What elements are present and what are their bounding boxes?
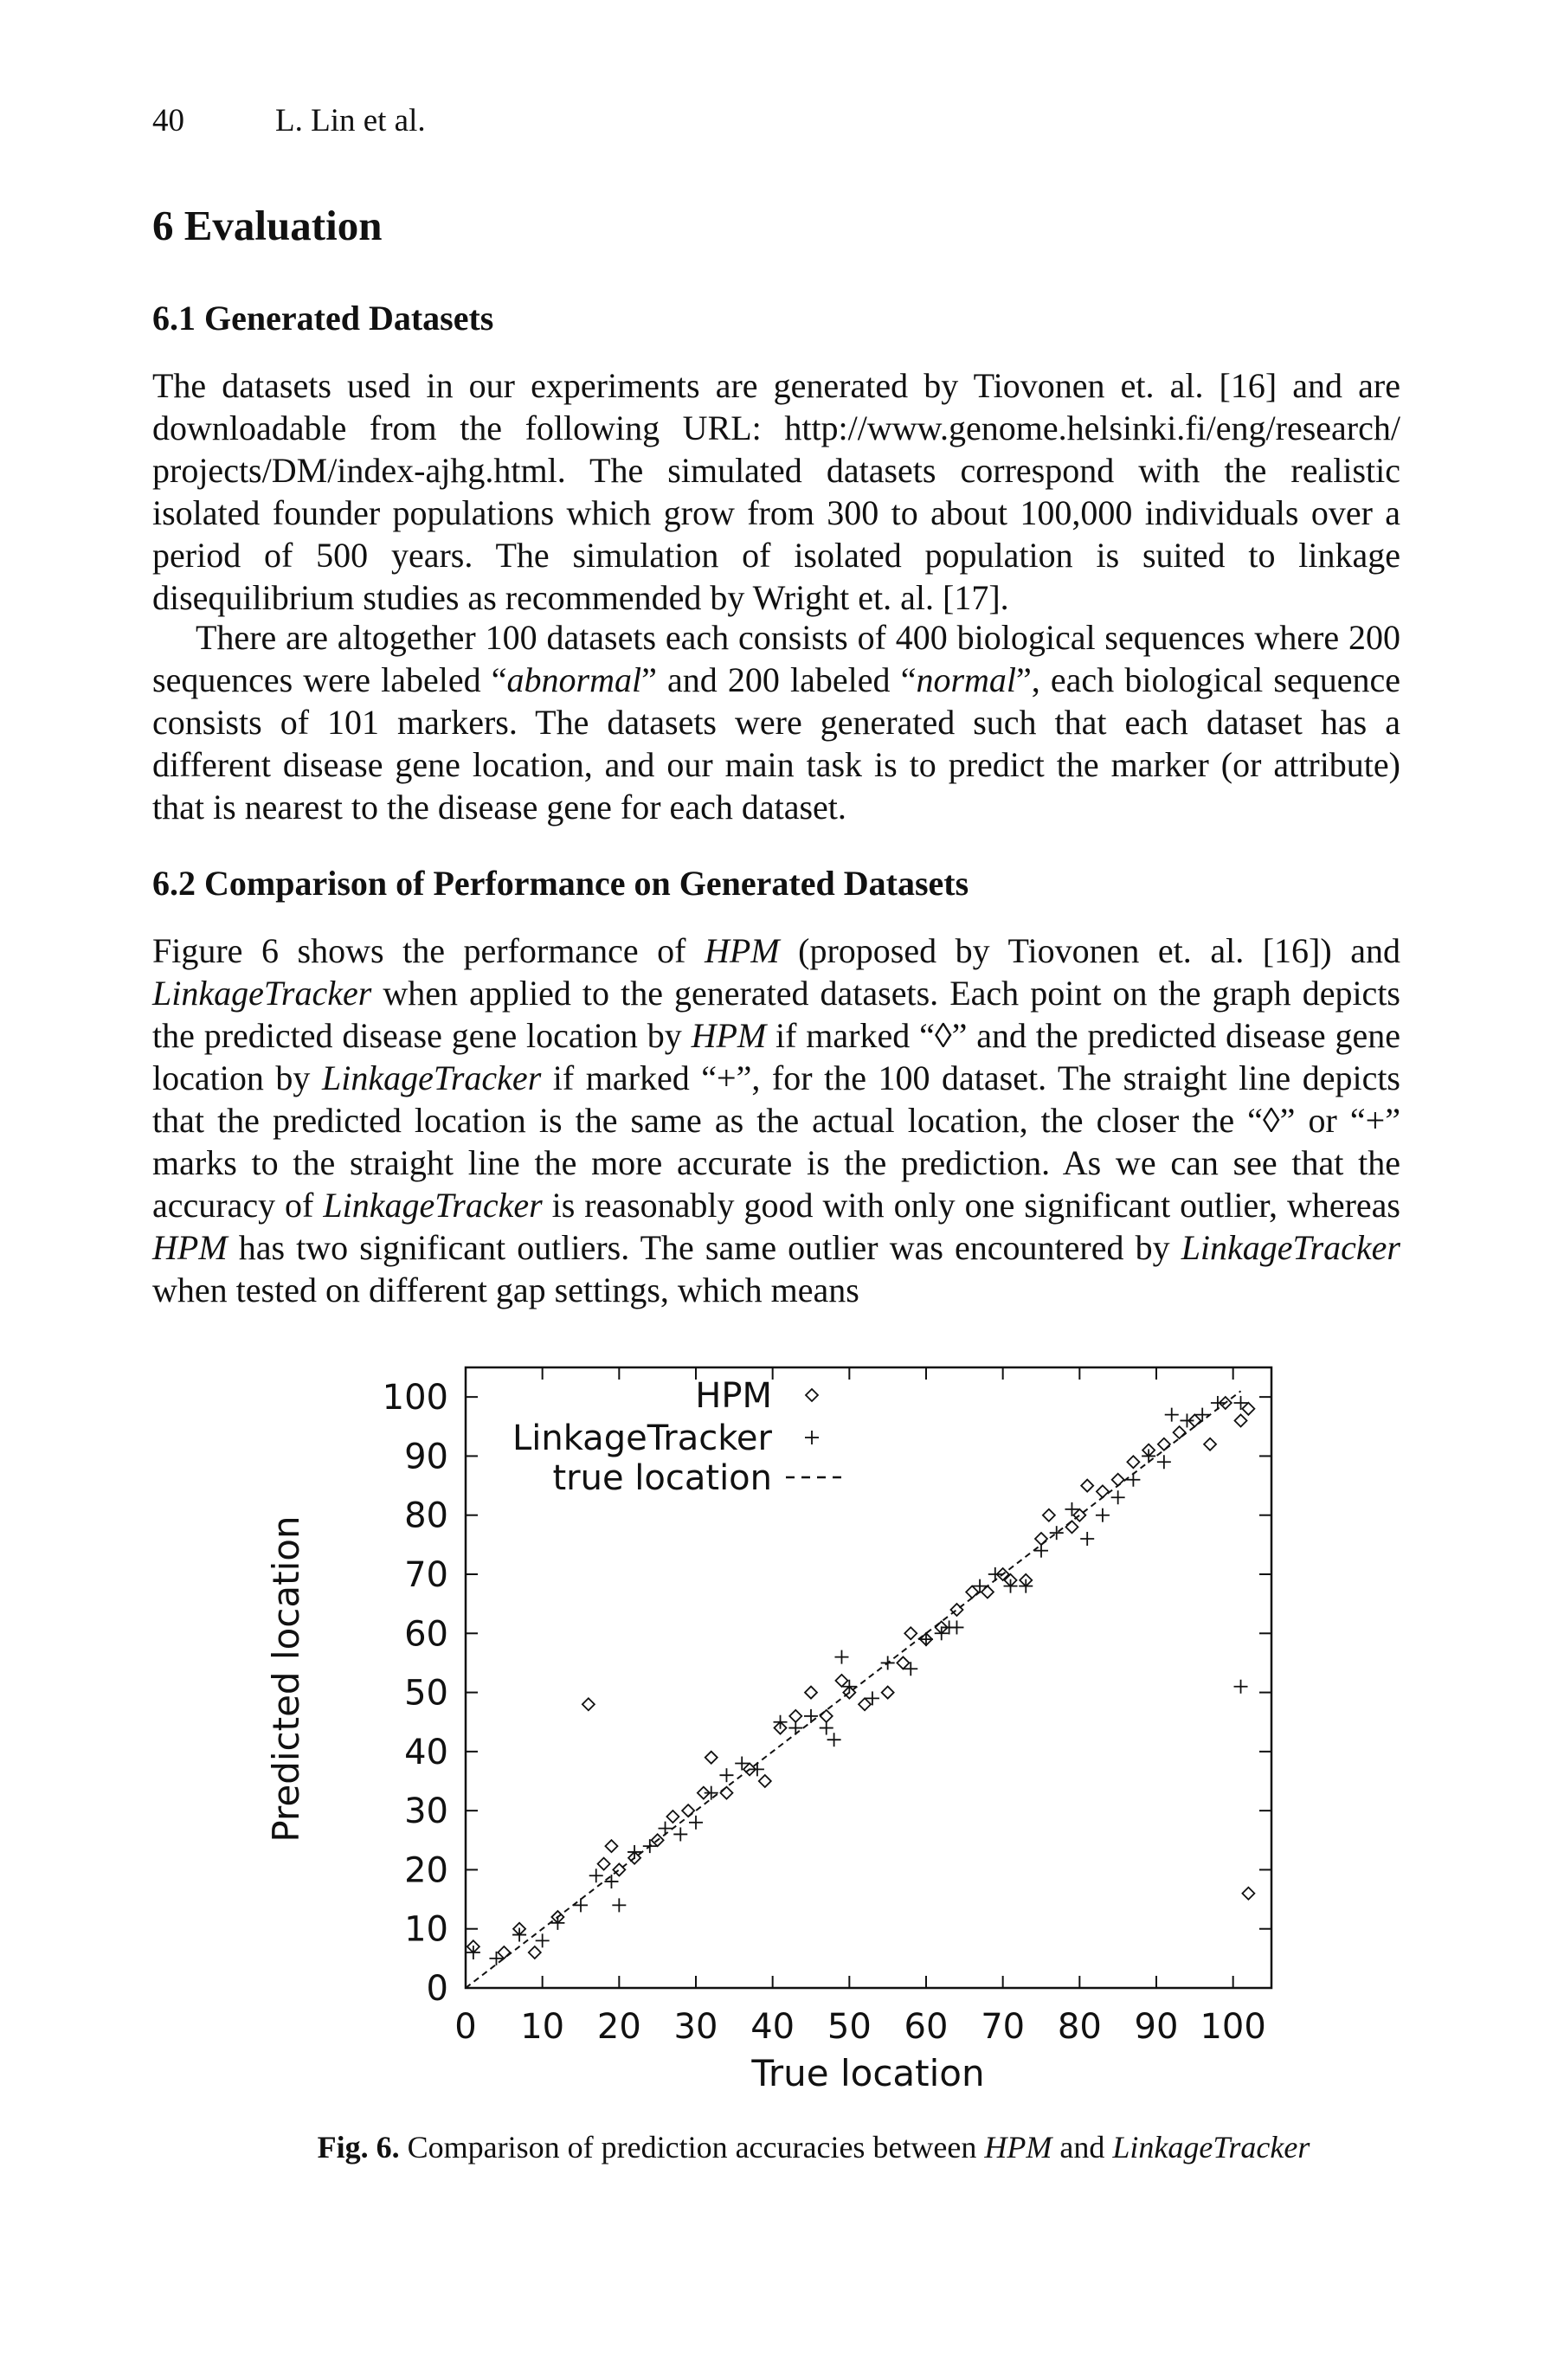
linkagetracker-point [719,1768,733,1782]
y-tick-label: 100 [382,1378,448,1418]
legend-label: HPM [695,1376,772,1416]
legend-hpm-marker [806,1389,818,1401]
x-tick-label: 20 [596,2007,641,2047]
x-tick-label: 90 [1134,2007,1179,2047]
y-tick-label: 20 [404,1850,448,1891]
linkagetracker-point [1180,1413,1194,1427]
y-tick-label: 80 [404,1496,448,1536]
x-tick-label: 30 [673,2007,718,2047]
hpm-point [1174,1426,1186,1438]
linkagetracker-point [673,1827,687,1841]
hpm-point [1242,1403,1254,1415]
hpm-point [666,1811,679,1823]
hpm-point [789,1710,801,1722]
linkagetracker-point [904,1662,917,1676]
y-axis-label: Predicted location [265,1515,307,1843]
term-abnormal: abnormal [506,660,642,699]
linkagetracker-point [1111,1490,1125,1504]
legend-label: true location [552,1458,772,1498]
legend-lt-marker [805,1431,819,1444]
hpm-point [1235,1414,1247,1426]
hpm-point [682,1804,694,1817]
linkagetracker-point [820,1721,833,1735]
section-heading: 6 Evaluation [152,202,383,249]
hpm-point [759,1775,771,1787]
hpm-point [1127,1456,1139,1468]
linkagetracker-point [1034,1544,1048,1558]
hpm-point [904,1627,917,1639]
hpm-point [1242,1888,1254,1900]
linkagetracker-point [834,1650,848,1664]
figure-caption: Fig. 6. Comparison of prediction accuracies between HPM and LinkageTracker [317,2130,1310,2165]
hpm-point [1097,1485,1109,1497]
linkagetracker-point [1157,1455,1171,1469]
linkagetracker-point [1165,1408,1179,1422]
hpm-point [859,1698,871,1710]
hpm-point [1204,1438,1216,1451]
hpm-point [1035,1533,1047,1545]
y-tick-label: 90 [404,1437,448,1477]
y-tick-label: 30 [404,1791,448,1832]
hpm-point [897,1656,909,1669]
linkagetracker-point [1050,1526,1064,1540]
hpm-point [1065,1521,1078,1533]
linkagetracker-point [536,1933,550,1947]
hpm-point [720,1787,732,1799]
y-tick-label: 70 [404,1555,448,1595]
legend-label: LinkageTracker [512,1418,772,1458]
linkagetracker-point [735,1757,749,1771]
paragraph-performance: Figure 6 shows the performance of HPM (proposed by Tiovonen et. al. [16]) and LinkageTracker when applied to the generated datasets. Each point on the graph depicts the predicted disease gene location by HPM if marked “◊” and the predicted disease gene location by LinkageTracker if marked “+”, for the 100 dataset. The straight line depicts that the predicted location is the same as the actual location, the closer the “◊” or “+” marks to the straight line the more accurate is the prediction. As we can see that the accuracy of LinkageTracker is reasonably good with only one significant outlier, whereas HPM has two significant outliers. The same outlier was encountered by LinkageTracker when tested on different gap settings, which means [152,931,1400,1309]
hpm-point [1112,1474,1124,1486]
linkagetracker-point [1080,1532,1094,1546]
subsection-heading-6-1: 6.1 Generated Datasets [152,299,494,338]
linkagetracker-point [1065,1502,1078,1516]
x-tick-label: 60 [904,2007,949,2047]
hpm-point [835,1675,847,1687]
linkagetracker-point [919,1632,933,1646]
x-tick-label: 100 [1200,2007,1266,2047]
linkagetracker-point [866,1691,879,1705]
hpm-point [605,1840,617,1852]
scatter-chart [260,1350,1324,2112]
x-tick-label: 70 [981,2007,1026,2047]
linkagetracker-point [705,1786,718,1800]
linkagetracker-point [827,1733,841,1746]
y-tick-label: 50 [404,1673,448,1714]
hpm-point [498,1946,510,1959]
hpm-point [582,1698,595,1710]
running-header [152,102,426,139]
running-title: L. Lin et al. [275,103,426,138]
linkagetracker-point [1195,1408,1209,1422]
linkagetracker-point [604,1875,618,1888]
hpm-point [705,1752,718,1764]
x-tick-label: 10 [520,2007,565,2047]
linkagetracker-point [1096,1508,1110,1522]
x-tick-label: 40 [750,2007,795,2047]
x-tick-label: 0 [454,2007,477,2047]
hpm-point [529,1946,541,1959]
hpm-point [981,1586,994,1598]
linkagetracker-point [689,1816,703,1830]
hpm-point [882,1687,894,1699]
linkagetracker-point [612,1898,626,1912]
y-tick-label: 0 [426,1969,448,2009]
y-tick-label: 60 [404,1614,448,1655]
x-tick-label: 80 [1057,2007,1102,2047]
legend [512,1376,841,1498]
hpm-point [598,1858,610,1870]
y-tick-label: 10 [404,1909,448,1950]
linkagetracker-point [574,1898,588,1912]
hpm-point [821,1710,833,1722]
hpm-point [1158,1438,1170,1451]
x-tick-label: 50 [827,2007,872,2047]
paragraph-dataset-details: There are altogether 100 datasets each consists of 400 biological sequences where 200 sequences were labeled “abnormal” and 200 labeled “normal”, each biological sequence consists of 101 markers. The datasets were generated such that each dataset has a different disease gene location, and our main task is to predict the marker (or attribute) that is nearest to the disease gene for each dataset. [152,618,1401,827]
hpm-point [1081,1480,1093,1492]
linkagetracker-point [489,1952,503,1965]
y-tick-label: 40 [404,1732,448,1772]
linkagetracker-point [949,1620,963,1634]
page-number: 40 [152,103,184,138]
hpm-point [1043,1509,1055,1521]
linkagetracker-point [1234,1680,1248,1694]
paragraph-datasets: The datasets used in our experiments are generated by Tiovonen et. al. [16] and are downloadable from the following URL: http://www.genome.helsinki.fi/eng/research/ projects/DM/index-ajhg.html. The simulated datasets correspond with the realistic isolated founder populations which grow from 300 to about 100,000 individuals over a period of 500 years. The simulation of isolated population is suited to linkage disequilibrium studies as recommended by Wright et. al. [17]. [152,366,1400,617]
hpm-point [805,1687,817,1699]
hpm-point [966,1586,978,1598]
linkagetracker-point [589,1869,603,1882]
linkagetracker-point [1234,1396,1248,1410]
x-axis-label: True location [751,2052,985,2094]
subsection-heading-6-2: 6.2 Comparison of Performance on Generated Datasets [152,864,969,903]
term-normal: normal [916,660,1017,699]
caption-label: Fig. 6. [317,2130,400,2165]
